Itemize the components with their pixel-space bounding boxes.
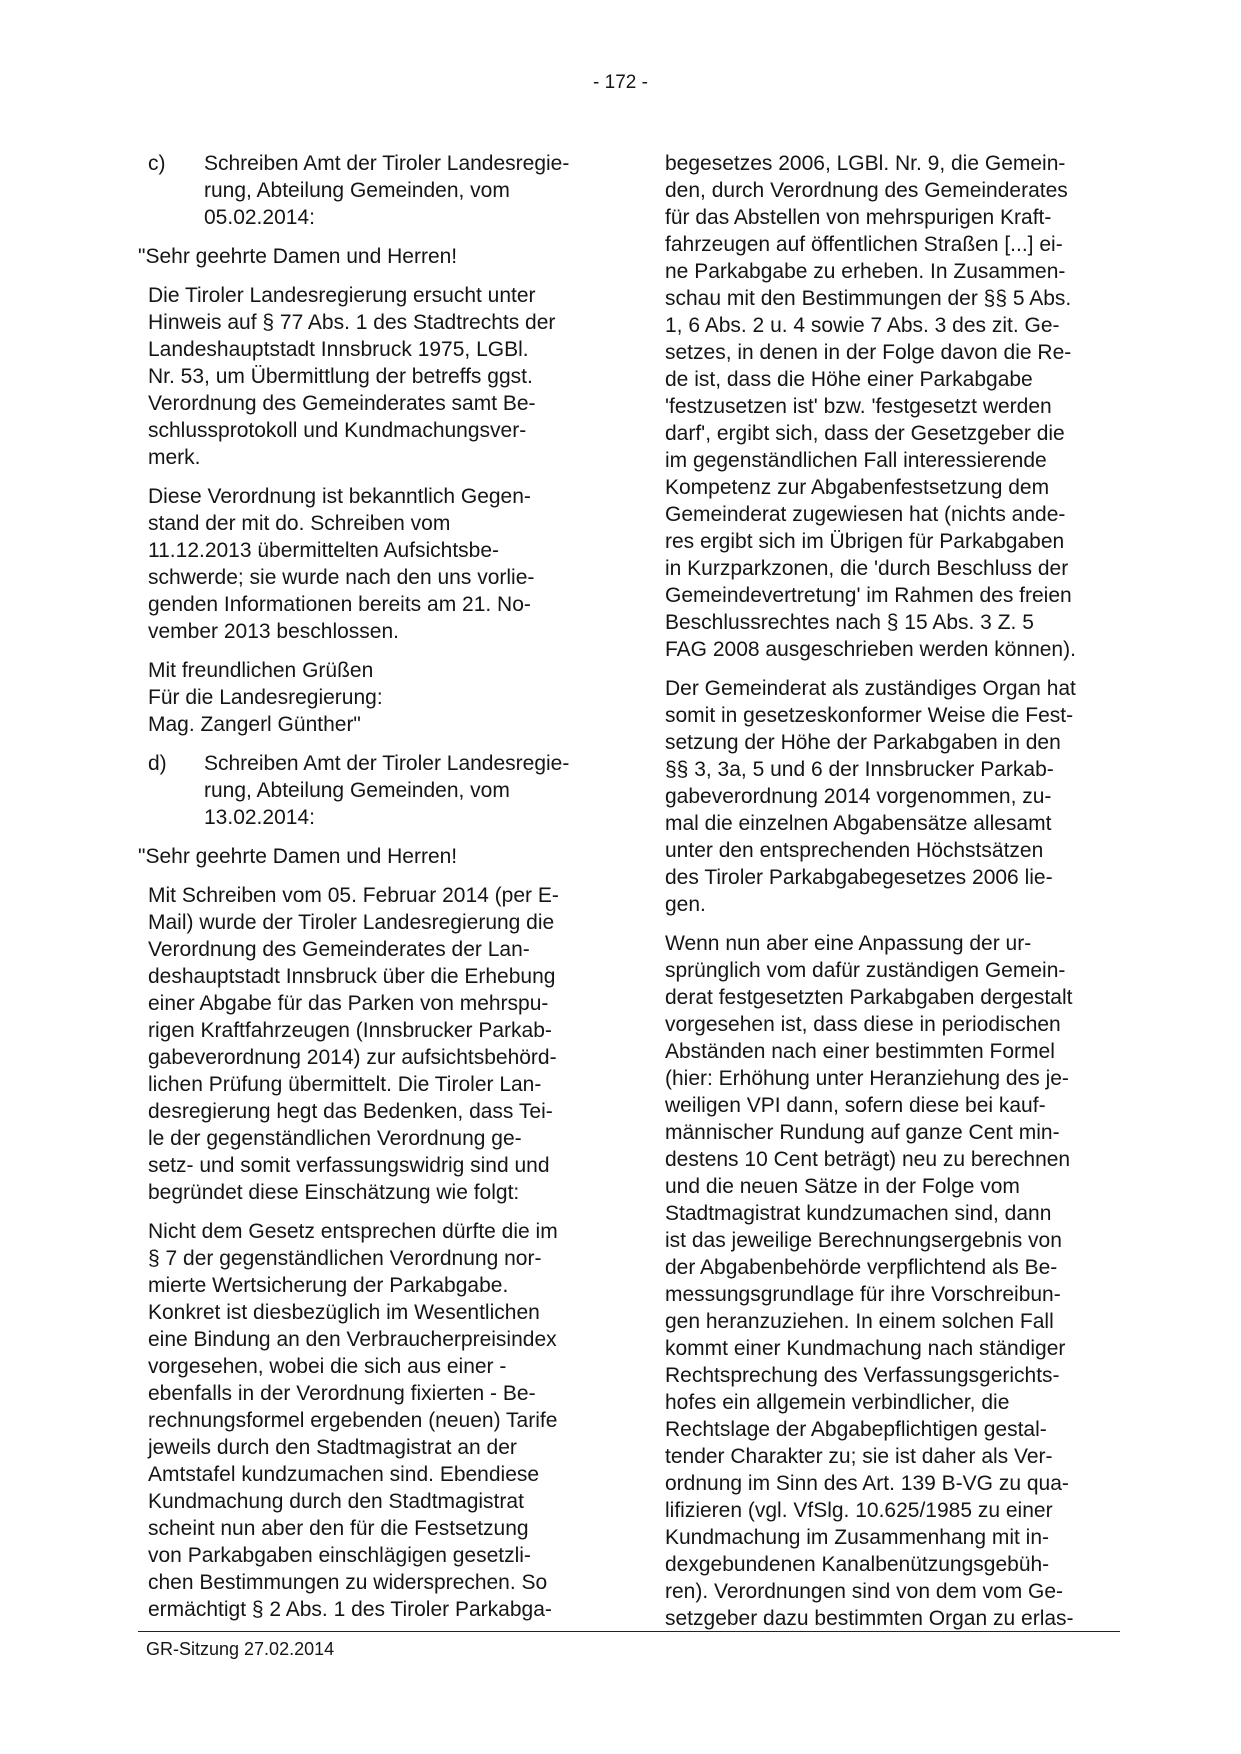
text-line: ordnung im Sinn des Art. 139 B-VG zu qua- (665, 1472, 1069, 1495)
text-line: messungsgrundlage für ihre Vorschreibun- (665, 1283, 1061, 1306)
list-text-d (204, 750, 593, 831)
left-column (138, 150, 593, 1635)
text-line: Amtstafel kundzumachen sind. Ebendiese (148, 1463, 540, 1486)
text-line: setzung der Höhe der Parkabgaben in den (665, 731, 1061, 754)
text-line: somit in gesetzeskonformer Weise die Fest- (665, 704, 1074, 727)
right-column (665, 150, 1120, 1644)
text-line: Verordnung des Gemeinderates samt Be- (148, 392, 536, 415)
text-line: schwerde; sie wurde nach den uns vorlie- (148, 566, 535, 589)
text-line: derat festgesetzten Parkabgaben dergestalt (665, 986, 1073, 1009)
text-line: de ist, dass die Höhe einer Parkabgabe (665, 368, 1033, 391)
text-line: rigen Kraftfahrzeugen (Innsbrucker Parkab- (148, 1019, 552, 1042)
text-line: Die Tiroler Landesregierung ersucht unter (148, 284, 536, 307)
text-line: Kundmachung im Zusammenhang mit in- (665, 1526, 1050, 1549)
text-line: lichen Prüfung übermittelt. Die Tiroler Lan- (148, 1073, 542, 1096)
text-line: FAG 2008 ausgeschrieben werden können). (665, 638, 1076, 661)
text-line: Landeshauptstadt Innsbruck 1975, LGBl. (148, 338, 529, 361)
text-line: deshauptstadt Innsbruck über die Erhebung (148, 965, 556, 988)
text-line: 11.12.2013 übermittelten Aufsichtsbe- (148, 539, 500, 562)
text-line: setzgeber dazu bestimmten Organ zu erlas- (665, 1607, 1074, 1630)
list-text-c (204, 150, 593, 231)
footer-session-date: GR-Sitzung 27.02.2014 (146, 1639, 335, 1659)
paragraph-parking-law (665, 150, 1120, 663)
list-item-d (138, 750, 593, 831)
salutation-1: "Sehr geehrte Damen und Herren! (138, 245, 458, 268)
text-line: §§ 3, 3a, 5 und 6 der Innsbrucker Parkab- (665, 758, 1054, 781)
text-line: und die neuen Sätze in der Folge vom (665, 1175, 1020, 1198)
text-line: Konkret ist diesbezüglich im Wesentlichen (148, 1301, 540, 1324)
text-line: Gemeinderat zugewiesen hat (nichts ande- (665, 503, 1066, 526)
text-line: einer Abgabe für das Parken von mehrspu- (148, 992, 549, 1015)
text-line: destens 10 Cent beträgt) neu zu berechnen (665, 1148, 1071, 1171)
text-line: Schreiben Amt der Tiroler Landesregie- (204, 752, 570, 775)
paragraph-request (138, 282, 593, 471)
text-line: mal die einzelnen Abgabensätze allesamt (665, 812, 1052, 835)
text-line: gabeverordnung 2014 vorgenommen, zu- (665, 785, 1052, 808)
list-item-c (138, 150, 593, 231)
text-line: Wenn nun aber eine Anpassung der ur- (665, 932, 1032, 955)
text-line: vorgesehen ist, dass diese in periodischen (665, 1013, 1061, 1036)
text-line: von Parkabgaben einschlägigen gesetzli- (148, 1544, 531, 1567)
text-line: rechnungsformel ergebenden (neuen) Tarife (148, 1409, 558, 1432)
text-line: le der gegenständlichen Verordnung ge- (148, 1127, 522, 1150)
text-line: stand der mit do. Schreiben vom (148, 512, 451, 535)
text-line: 05.02.2014: (204, 206, 315, 229)
text-line: res ergibt sich im Übrigen für Parkabgaben (665, 530, 1065, 553)
text-line: der Abgabenbehörde verpflichtend als Be- (665, 1256, 1058, 1279)
text-line: schau mit den Bestimmungen der §§ 5 Abs. (665, 287, 1072, 310)
text-line: darf', ergibt sich, dass der Gesetzgeber die (665, 422, 1065, 445)
text-line: unter den entsprechenden Höchstsätzen (665, 839, 1044, 862)
text-line: § 7 der gegenständlichen Verordnung nor- (148, 1247, 542, 1270)
text-line: vorgesehen, wobei die sich aus einer - (148, 1355, 507, 1378)
text-line: Kompetenz zur Abgabenfestsetzung dem (665, 476, 1050, 499)
text-line: weiligen VPI dann, sofern diese bei kauf- (665, 1094, 1046, 1117)
text-line: Rechtslage der Abgabepflichtigen gestal- (665, 1418, 1047, 1441)
text-line: männischer Rundung auf ganze Cent min- (665, 1121, 1060, 1144)
text-line: fahrzeugen auf öffentlichen Straßen [...] ei- (665, 233, 1063, 256)
text-line: gabeverordnung 2014) zur aufsichtsbehörd- (148, 1046, 557, 1069)
text-line: ren). Verordnungen sind von dem vom Ge- (665, 1580, 1064, 1603)
text-line: kommt einer Kundmachung nach ständiger (665, 1337, 1066, 1360)
text-line: Mag. Zangerl Günther" (148, 713, 361, 736)
text-line: setz- und somit verfassungswidrig sind und (148, 1154, 550, 1177)
text-line: jeweils durch den Stadtmagistrat an der (148, 1436, 517, 1459)
text-line: rung, Abteilung Gemeinden, vom (204, 179, 510, 202)
paragraph-value-adjustment (138, 1218, 593, 1623)
text-line: Für die Landesregierung: (148, 686, 383, 709)
text-line: Beschlussrechtes nach § 15 Abs. 3 Z. 5 (665, 611, 1034, 634)
text-line: rung, Abteilung Gemeinden, vom (204, 779, 510, 802)
text-line: (hier: Erhöhung unter Heranziehung des je- (665, 1067, 1069, 1090)
text-line: ebenfalls in der Verordnung fixierten - Be- (148, 1382, 536, 1405)
text-line: Mail) wurde der Tiroler Landesregierung die (148, 911, 555, 934)
text-line: Gemeindevertretung' im Rahmen des freien (665, 584, 1072, 607)
text-line: 13.02.2014: (204, 806, 315, 829)
text-line: 1, 6 Abs. 2 u. 4 sowie 7 Abs. 3 des zit. Ge- (665, 314, 1060, 337)
page-number: - 172 - (593, 72, 648, 93)
text-line: vember 2013 beschlossen. (148, 620, 399, 643)
text-line: Hinweis auf § 77 Abs. 1 des Stadtrechts der (148, 311, 556, 334)
text-line: scheint nun aber den für die Festsetzung (148, 1517, 529, 1540)
text-line: sprünglich vom dafür zuständigen Gemein- (665, 959, 1066, 982)
text-line: dexgebundenen Kanalbenützungsgebüh- (665, 1553, 1050, 1576)
text-line: lifizieren (vgl. VfSlg. 10.625/1985 zu einer (665, 1499, 1053, 1522)
text-line: merk. (148, 446, 201, 469)
list-marker-c: c) (148, 152, 166, 175)
text-line: desregierung hegt das Bedenken, dass Tei- (148, 1100, 553, 1123)
text-line: Abständen nach einer bestimmten Formel (665, 1040, 1055, 1063)
text-line: Der Gemeinderat als zuständiges Organ hat (665, 677, 1076, 700)
closing-signature (138, 657, 593, 738)
text-line: mierte Wertsicherung der Parkabgabe. (148, 1274, 509, 1297)
paragraph-council-competence (665, 675, 1120, 918)
text-line: 'festzusetzen ist' bzw. 'festgesetzt werden (665, 395, 1052, 418)
text-line: den, durch Verordnung des Gemeinderates (665, 179, 1068, 202)
text-line: ne Parkabgabe zu erheben. In Zusammen- (665, 260, 1066, 283)
text-line: ist das jeweilige Berechnungsergebnis von (665, 1229, 1062, 1252)
text-line: begründet diese Einschätzung wie folgt: (148, 1181, 520, 1204)
text-line: begesetzes 2006, LGBl. Nr. 9, die Gemein- (665, 152, 1066, 175)
list-marker-d: d) (148, 752, 167, 775)
text-line: Stadtmagistrat kundzumachen sind, dann (665, 1202, 1052, 1225)
text-line: gen heranzuziehen. In einem solchen Fall (665, 1310, 1054, 1333)
salutation-2: "Sehr geehrte Damen und Herren! (138, 845, 458, 868)
text-line: gen. (665, 893, 706, 916)
paragraph-adjustment-formula (665, 930, 1120, 1632)
footer-divider (138, 1631, 1120, 1632)
text-line: tender Charakter zu; sie ist daher als Ver- (665, 1445, 1053, 1468)
text-line: schlussprotokoll und Kundmachungsver- (148, 419, 527, 442)
text-line: chen Bestimmungen zu widersprechen. So (148, 1571, 548, 1594)
text-line: eine Bindung an den Verbraucherpreisindex (148, 1328, 557, 1351)
text-line: in Kurzparkzonen, die 'durch Beschluss der (665, 557, 1069, 580)
text-line: Nr. 53, um Übermittlung der betreffs ggst. (148, 365, 533, 388)
text-line: Mit Schreiben vom 05. Februar 2014 (per E- (148, 884, 559, 907)
text-line: Diese Verordnung ist bekanntlich Gegen- (148, 485, 531, 508)
text-line: hofes ein allgemein verbindlicher, die (665, 1391, 1010, 1414)
text-line: ermächtigt § 2 Abs. 1 des Tiroler Parkabga- (148, 1598, 552, 1621)
text-line: Kundmachung durch den Stadtmagistrat (148, 1490, 524, 1513)
paragraph-regulation-subject (138, 483, 593, 645)
text-line: für das Abstellen von mehrspurigen Kraft- (665, 206, 1052, 229)
text-line: im gegenständlichen Fall interessierende (665, 449, 1047, 472)
text-line: genden Informationen bereits am 21. No- (148, 593, 531, 616)
text-line: setzes, in denen in der Folge davon die Re- (665, 341, 1072, 364)
paragraph-submission (138, 882, 593, 1206)
text-line: des Tiroler Parkabgabegesetzes 2006 lie- (665, 866, 1053, 889)
text-line: Rechtsprechung des Verfassungsgerichts- (665, 1364, 1060, 1387)
text-line: Mit freundlichen Grüßen (148, 659, 374, 682)
text-line: Schreiben Amt der Tiroler Landesregie- (204, 152, 570, 175)
text-line: Nicht dem Gesetz entsprechen dürfte die im (148, 1220, 558, 1243)
text-line: Verordnung des Gemeinderates der Lan- (148, 938, 530, 961)
